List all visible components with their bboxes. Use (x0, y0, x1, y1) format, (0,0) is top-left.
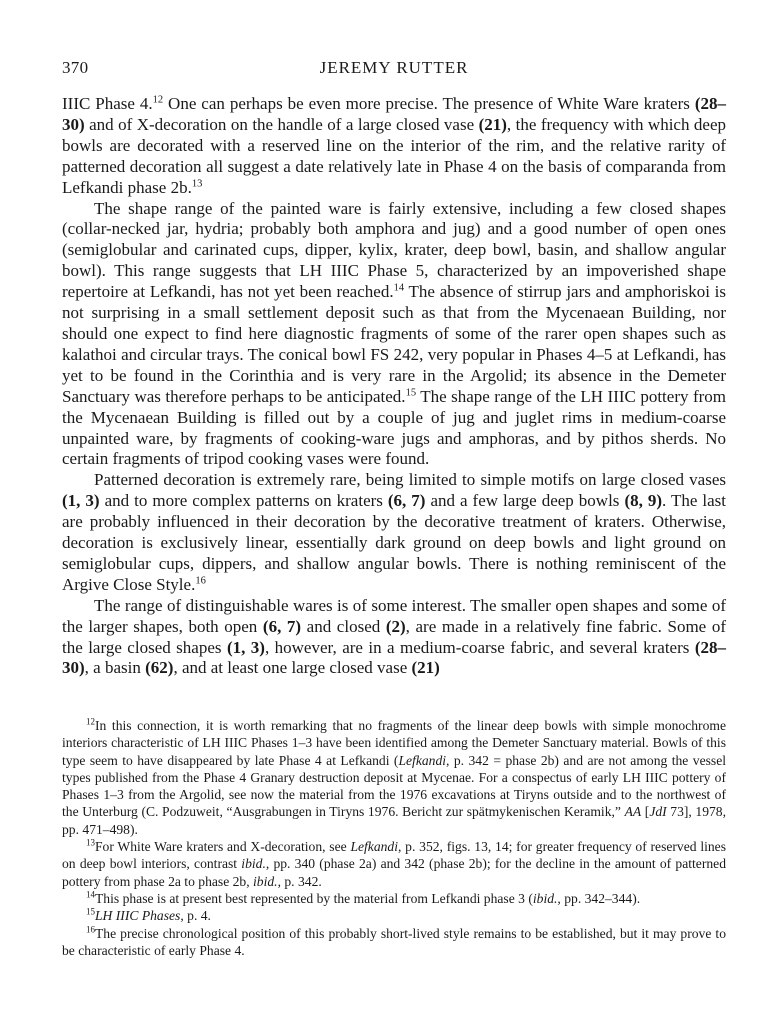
text-run: and of X-decoration on the handle of a large closed vase (84, 114, 479, 134)
catalogue-number: (1, 3) (62, 491, 100, 511)
text-run: , the frequency with which deep bowls are decorated with a reserved line on the interior of the rim, and the relative rarity of patterned decoration all suggest a date relatively late in Phase 4 on the basis of comparanda from Lefkandi phase 2b. (62, 114, 726, 197)
text-run: , p. 342. (277, 873, 322, 889)
text-run: The range of distinguishable wares is of some interest. The smaller open shapes and some of the larger shapes, both open (62, 595, 726, 636)
paragraph (62, 199, 726, 471)
text-run: , p. 342 = phase 2b) and are not among the vessel types published from the Phase 4 Granary destruction deposit at Mycenae. For a conspectus of early LH IIIC pottery of Phases 1–3 from the Argolid, see now the material from the 1976 excavations at Tiryns outside and to the northwest of the Unterburg (C. Podzuweit, “Ausgrabungen in Tiryns 1976. Bericht zur spätmykenischen Keramik,” (62, 752, 726, 820)
footnote (62, 838, 726, 890)
footnote-number: 13 (86, 837, 95, 848)
catalogue-number: (6, 7) (262, 616, 302, 636)
catalogue-number: (28–30) (62, 637, 726, 678)
text-run: IIIC Phase 4. (62, 94, 153, 113)
running-head-author: JEREMY RUTTER (319, 58, 469, 77)
footnote-number: 12 (86, 716, 95, 727)
paragraph (62, 596, 726, 680)
text-run: , pp. 340 (phase 2a) and 342 (phase 2b); for the decline in the amount of patterned pottery from phase 2a to phase 2b, (62, 856, 726, 889)
catalogue-number: (1, 3) (226, 637, 265, 657)
italic-citation: ibid. (253, 873, 278, 889)
footnote-reference: 12 (152, 94, 164, 106)
footnotes (62, 717, 726, 959)
text-run: In this connection, it is worth remarking that no fragments of the linear deep bowls with simple monochrome interiors characteristic of LH IIIC Phases 1–3 have been identified among the Demeter Sanctuary material. Bowls of this type seem to have disappeared by late Phase 4 at Lefkandi ( (62, 718, 726, 768)
text-run: , however, are in a medium-coarse fabric, and several kraters (264, 637, 695, 657)
text-run: [ (641, 804, 650, 820)
catalogue-number: (2) (385, 616, 406, 636)
text-run: This phase is at present best represented by the material from Lefkandi phase 3 ( (95, 890, 533, 906)
catalogue-number: (6, 7) (387, 491, 426, 511)
text-run: The shape range of the LH IIIC pottery from the Mycenaean Building is filled out by a couple of jug and juglet rims in medium-coarse unpainted ware, by fragments of cooking-ware jugs and amphoras, and by pithos sherds. No certain fragments of tripod cooking vases were found. (62, 386, 727, 469)
text-run: The absence of stirrup jars and amphoriskoi is not surprising in a small settlement deposit such as that from the Mycenaean Building, nor should one expect to find here diagnostic fragments of some of the rarer open shapes such as kalathoi and circular trays. The conical bowl FS 242, very popular in Phases 4–5 at Lefkandi, has yet to be found in the Corinthia and is very rare in the Argolid; its absence in the Demeter Sanctuary was therefore perhaps to be anticipated. (62, 282, 727, 406)
running-header (62, 58, 726, 86)
footnote (62, 907, 726, 924)
italic-citation: Lefkandi (350, 839, 399, 855)
italic-citation: LH IIIC Phases (95, 908, 181, 924)
text-run: and closed (301, 616, 386, 636)
page (62, 58, 726, 679)
text-run: and a few large deep bowls (425, 491, 625, 511)
catalogue-number: (8, 9) (624, 491, 663, 511)
catalogue-number: (28–30) (62, 94, 726, 134)
text-run: The precise chronological position of this probably short-lived style remains to be established, but it may prove to be characteristic of early Phase 4. (62, 925, 726, 958)
text-run: and to more complex patterns on kraters (99, 491, 388, 511)
footnote-number: 14 (86, 889, 95, 900)
text-run: , pp. 342–344). (557, 890, 641, 906)
italic-citation: ibid. (241, 856, 266, 872)
text-run: . The last are probably influenced in their decoration by the decorative treatment of kraters. Otherwise, decoration is exclusively linear, essentially dark ground on deep bowls and light ground on semiglobular cups, dippers, and shallow angular bowls. There is nothing reminiscent of the Argive Close Style. (62, 491, 726, 594)
footnote-reference: 16 (195, 575, 206, 587)
text-run: , and at least one large closed vase (173, 658, 412, 678)
page-number: 370 (62, 58, 89, 77)
footnote-reference: 15 (405, 387, 417, 399)
text-run: , p. 352, figs. 13, 14; for greater frequency of reserved lines on deep bowl interiors, contrast (62, 839, 727, 872)
catalogue-number: (21) (411, 658, 440, 678)
footnote-number: 15 (86, 906, 95, 917)
footnote (62, 890, 726, 907)
catalogue-number: (62) (145, 658, 174, 678)
paragraph (62, 470, 726, 595)
italic-citation: ibid. (532, 890, 558, 906)
italic-citation: JdI (649, 804, 667, 820)
paragraph (62, 94, 726, 199)
text-run: One can perhaps be even more precise. The presence of White Ware kraters (163, 94, 695, 113)
footnote-number: 16 (86, 924, 95, 935)
text-run: 73], 1978, pp. 471–498). (62, 804, 726, 837)
text-run: , a basin (84, 658, 146, 678)
footnote-reference: 14 (393, 282, 405, 294)
body-text (62, 94, 726, 679)
italic-citation: Lefkandi (398, 752, 447, 768)
footnote (62, 925, 726, 960)
text-run: , p. 4. (180, 908, 211, 924)
catalogue-number: (21) (478, 114, 507, 134)
text-run: Patterned decoration is extremely rare, being limited to simple motifs on large closed vases (94, 470, 726, 490)
footnote-reference: 13 (191, 177, 203, 189)
footnote (62, 717, 726, 838)
text-run: The shape range of the painted ware is fairly extensive, including a few closed shapes (collar-necked jar, hydria; probably both amphora and jug) and a good number of open ones (semiglobular and carinated cups, dipper, kylix, krater, deep bowl, basin, and shallow angular bowl). This range suggests that LH IIIC Phase 5, characterized by an impoverished shape repertoire at Lefkandi, has not yet been reached. (62, 198, 726, 302)
text-run: , are made in a relatively fine fabric. Some of the large closed shapes (62, 616, 726, 657)
italic-citation: AA (624, 804, 642, 820)
text-run: For White Ware kraters and X-decoration, see (95, 839, 351, 855)
